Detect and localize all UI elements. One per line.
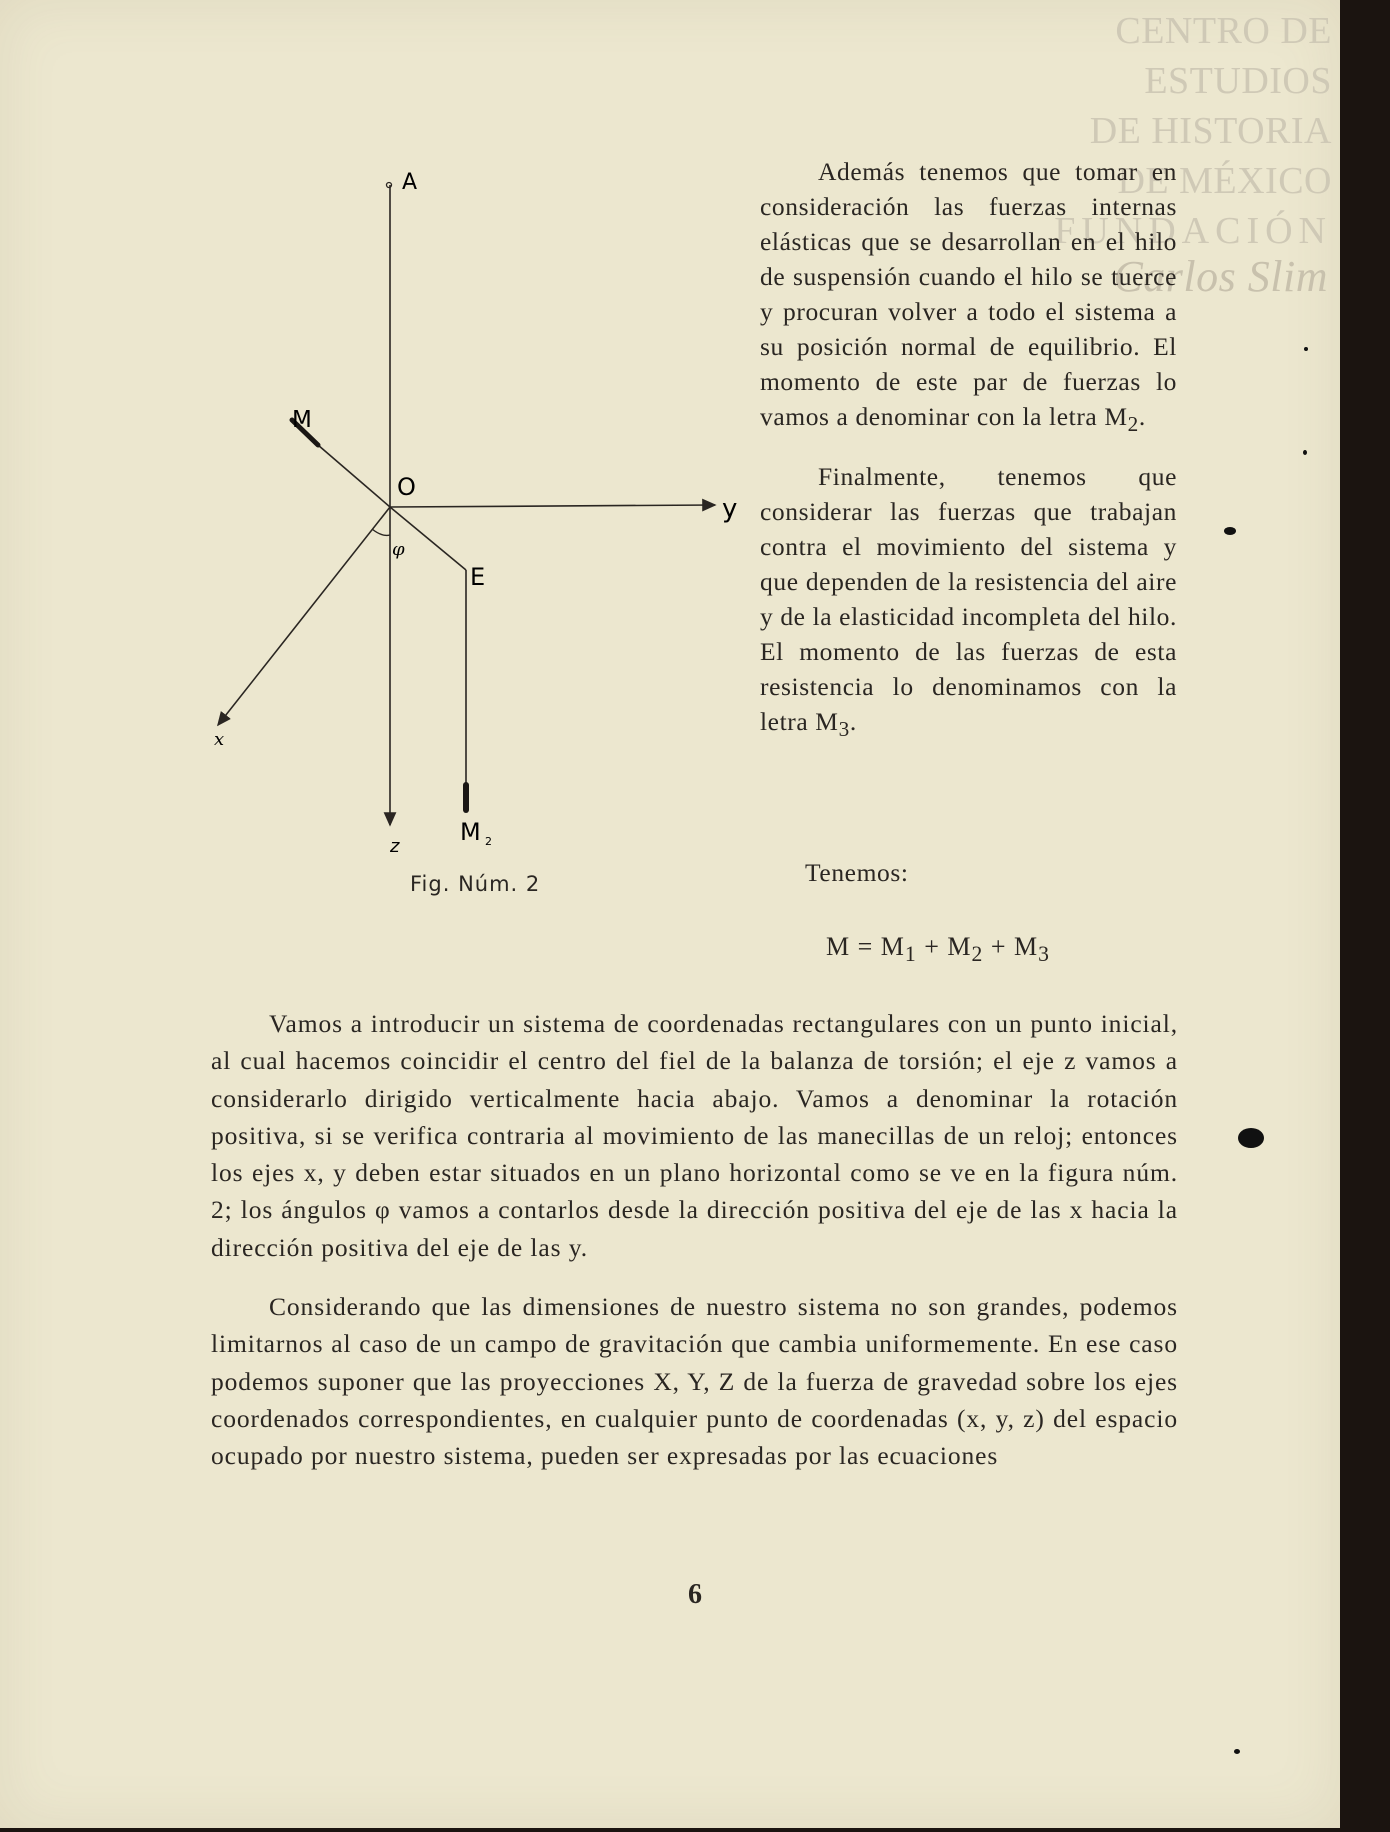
watermark-line: CENTRO DE [1115, 10, 1332, 52]
axis-x-line [218, 507, 390, 725]
label-o: O [397, 473, 416, 501]
page-number: 6 [688, 1579, 702, 1610]
eq-lhs: M [826, 932, 851, 961]
eq-term: M [947, 932, 972, 961]
beam-om-line [318, 445, 390, 507]
figure-coordinate-diagram [190, 155, 738, 905]
eq-plus: + [990, 932, 1007, 961]
symbol-m: M [1104, 402, 1128, 431]
diagram-svg [190, 155, 738, 905]
paragraph [760, 154, 1177, 442]
label-y: y [722, 494, 738, 524]
eq-equals: = [857, 932, 874, 961]
watermark-line: DE MÉXICO [1117, 160, 1332, 202]
paragraph [760, 459, 1177, 747]
symbol-m: M [815, 707, 839, 737]
ink-blot [1234, 1749, 1240, 1754]
ink-blot [1238, 1128, 1264, 1148]
watermark-line: FUNDACIÓN [1054, 210, 1332, 252]
paragraph-text: Finalmente, tenemos que considerar las fuerzas que trabajan contra el movimiento del sistema y que dependen de la resistencia del aire y de la elasticidad incompleta del hilo. El momento de las fuerzas de esta resistencia lo denominamos con la letra [760, 462, 1177, 737]
punctuation: . [1138, 402, 1146, 431]
eq-plus: + [924, 932, 940, 961]
body-text [211, 1005, 1178, 1497]
paragraph: Vamos a introducir un sistema de coordenadas rectangulares con un punto inicial, al cual hacemos coincidir el centro del fiel de la balanza de torsión; el eje z vamos a considerarlo dirigido verticalmente hacia abajo. Vamos a denominar la rotación positiva, si se verifica contraria al movimiento de las manecillas de un reloj; entonces los ejes x, y deben estar situados en un plano horizontal como se ve en la figura núm. 2; los ángulos φ vamos a contarlos desde la dirección positiva del eje de las x hacia la dirección positiva del eje de las y. [211, 1009, 1178, 1262]
right-column-text [760, 154, 1177, 764]
watermark-signature: Carlos Slim [1113, 252, 1328, 301]
label-a: A [402, 170, 418, 195]
label-m2-sub: 2 [485, 835, 492, 848]
symbol-subscript: 3 [838, 717, 850, 742]
eq-subscript: 3 [1038, 942, 1050, 967]
watermark-line: DE HISTORIA [1089, 110, 1332, 152]
eq-term: M [1014, 932, 1039, 961]
figure-caption: Fig. Núm. 2 [410, 872, 541, 896]
paragraph-text: Además tenemos que tomar en consideración las fuerzas internas elásticas que se desarrollan en el hilo de suspensión cuando el hilo se tuerce y procuran volver a todo el sistema a su posición normal de equilibrio. El momento de este par de fuerzas lo vamos a denominar con la letra [760, 157, 1177, 431]
label-m2: M [460, 818, 481, 846]
watermark-line: ESTUDIOS [1144, 60, 1332, 102]
label-phi: φ [392, 539, 405, 560]
ink-blot [1304, 347, 1308, 351]
eq-term: M [880, 932, 905, 961]
punctuation: . [849, 707, 857, 737]
label-e: E [470, 563, 486, 591]
angle-phi-arc [372, 529, 390, 535]
tenemos-line: Tenemos: [805, 858, 909, 887]
label-m: M [292, 407, 312, 433]
paragraph: Considerando que las dimensiones de nuestro sistema no son grandes, podemos limitarnos al caso de un campo de gravitación que cambia uniformemente. En ese caso podemos suponer que las proyecciones X, Y, Z de la fuerza de gravedad sobre los ejes coordenados correspondientes, en cualquier punto de coordenadas (x, y, z) del espacio ocupado por nuestro sistema, pueden ser expresadas por las ecuaciones [211, 1292, 1178, 1471]
symbol-subscript: 2 [1127, 412, 1139, 437]
label-x: x [214, 729, 225, 750]
ink-blot [1224, 527, 1236, 535]
eq-subscript: 2 [971, 942, 984, 967]
ink-blot [1303, 450, 1307, 455]
axis-y-line [390, 505, 715, 507]
equation [826, 932, 1050, 967]
label-z: z [390, 836, 400, 857]
eq-subscript: 1 [904, 942, 917, 967]
